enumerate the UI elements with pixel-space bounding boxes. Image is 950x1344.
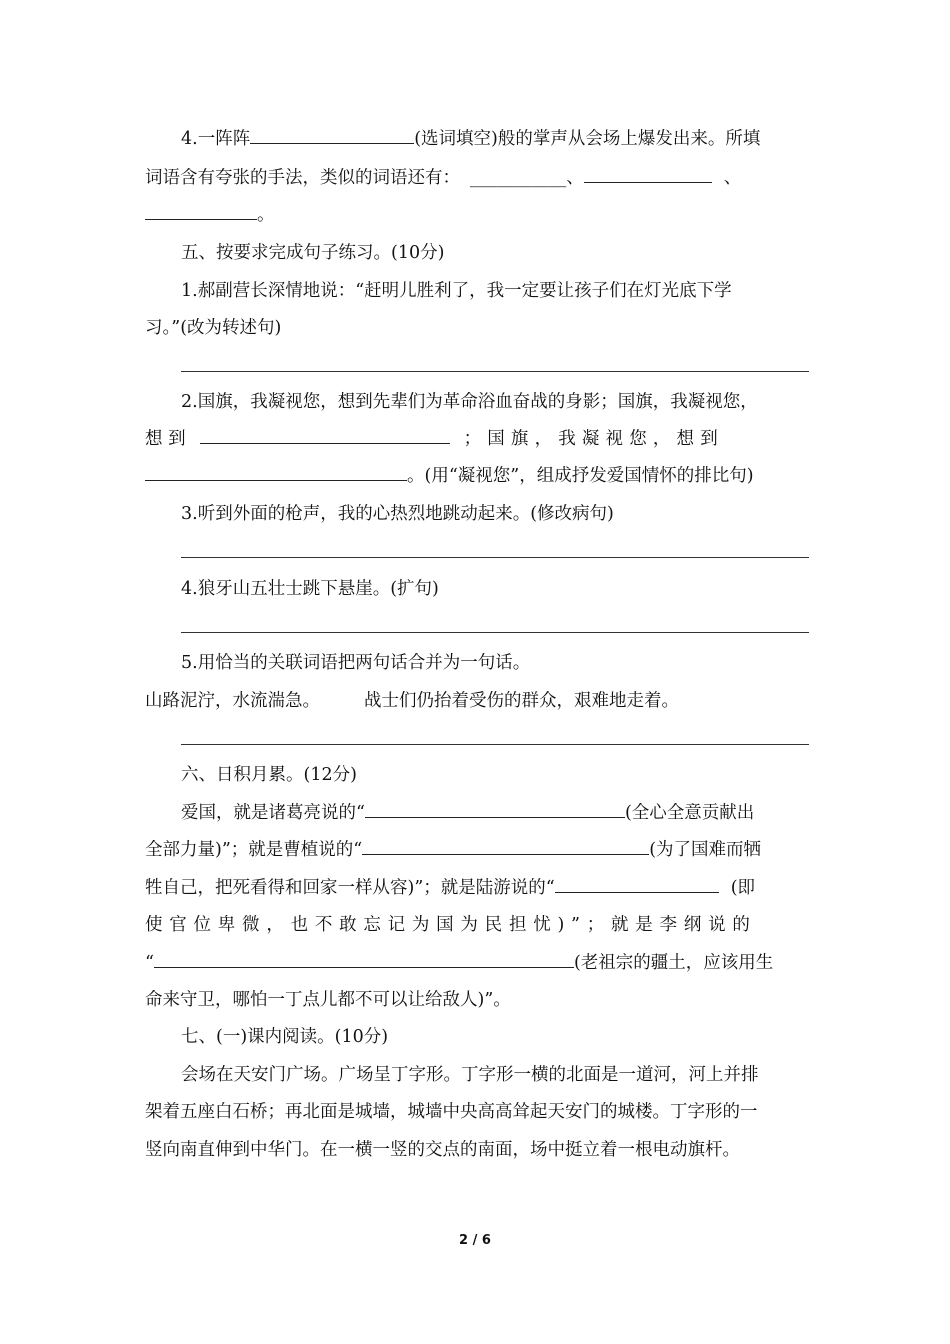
s6-blank-ligang[interactable] <box>154 952 574 968</box>
section5-heading: 五、按要求完成句子练习。(10分) <box>181 243 445 263</box>
s5-item2-blank-1[interactable] <box>200 428 450 444</box>
q4-similar-blank-2[interactable] <box>584 167 712 183</box>
s6-line-4: 使 官 位 卑 微 ， 也 不 敢 忘 记 为 国 为 民 担 忧 ) ” ； 就 是 李 纲 说 的 <box>145 915 751 935</box>
q4-similar-blank-3[interactable] <box>145 204 257 220</box>
s5-item1-answer-line[interactable] <box>181 371 809 372</box>
s6-line-2: 全部力量)”；就是曹植说的“ (为了国难而牺 <box>145 840 762 860</box>
s6-line-1: 爱国，就是诸葛亮说的“ (全心全意贡献出 <box>181 803 755 823</box>
section7-heading: 七、(一)课内阅读。(10分) <box>181 1027 389 1047</box>
section6-heading: 六、日积月累。(12分) <box>181 765 357 785</box>
s6-blank-zhuge[interactable] <box>365 802 625 818</box>
q4-fill-blank[interactable] <box>250 128 414 144</box>
s5-item4-answer-line[interactable] <box>181 632 809 633</box>
s5-item5-sentences: 山路泥泞，水流湍急。 战士们仍抬着受伤的群众，艰难地走着。 <box>145 691 679 711</box>
s5-item3-answer-line[interactable] <box>181 557 809 558</box>
q4-similar-blank-1[interactable]: ___________ <box>470 168 567 188</box>
s7-passage-line-3: 竖向南直伸到中华门。在一横一竖的交点的南面，场中挺立着一根电动旗杆。 <box>145 1140 740 1160</box>
s5-item2-blank-2[interactable] <box>145 465 407 481</box>
s6-line-5: “ (老祖宗的疆土，应该用生 <box>145 953 774 973</box>
s5-item2-line-1: 2.国旗，我凝视您，想到先辈们为革命浴血奋战的身影；国旗，我凝视您， <box>181 392 758 412</box>
s5-item1-line-1: 1.郝副营长深情地说：“赶明儿胜利了，我一定要让孩子们在灯光底下学 <box>181 281 732 301</box>
s6-line-3: 牲自己，把死看得和回家一样从容)”；就是陆游说的“ (即 <box>145 878 756 898</box>
s5-item5-answer-line[interactable] <box>181 744 809 745</box>
q4-line-2: 词语含有夸张的手法，类似的词语还有： ___________、 、 <box>145 168 742 188</box>
s5-item5: 5.用恰当的关联词语把两句话合并为一句话。 <box>181 653 531 673</box>
page-number: 2 / 6 <box>459 1233 491 1248</box>
s7-passage-line-2: 架着五座白石桥；再北面是城墙，城墙中央高高耸起天安门的城楼。丁字形的一 <box>145 1102 758 1122</box>
s5-item2-line-2: 想 到 ； 国 旗 ， 我 凝 视 您 ， 想 到 <box>145 429 719 449</box>
s7-passage-line-1: 会场在天安门广场。广场呈丁字形。丁字形一横的北面是一道河，河上并排 <box>181 1065 759 1085</box>
s6-line-6: 命来守卫，哪怕一丁点儿都不可以让给敌人)”。 <box>145 990 511 1010</box>
s5-item4: 4.狼牙山五壮士跳下悬崖。(扩句) <box>181 579 439 599</box>
s6-blank-luyou[interactable] <box>555 877 719 893</box>
s5-item1-line-2: 习。”(改为转述句) <box>145 318 282 338</box>
q4-line-3: 。 <box>145 203 809 227</box>
s5-item3: 3.听到外面的枪声，我的心热烈地跳动起来。(修改病句) <box>181 504 614 524</box>
s6-blank-caozhi[interactable] <box>362 839 649 855</box>
s5-item2-line-3: 。(用“凝视您”，组成抒发爱国情怀的排比句) <box>145 464 809 488</box>
q4-line-1: 4.一阵阵 (选词填空)般的掌声从会场上爆发出来。所填 <box>181 129 761 149</box>
